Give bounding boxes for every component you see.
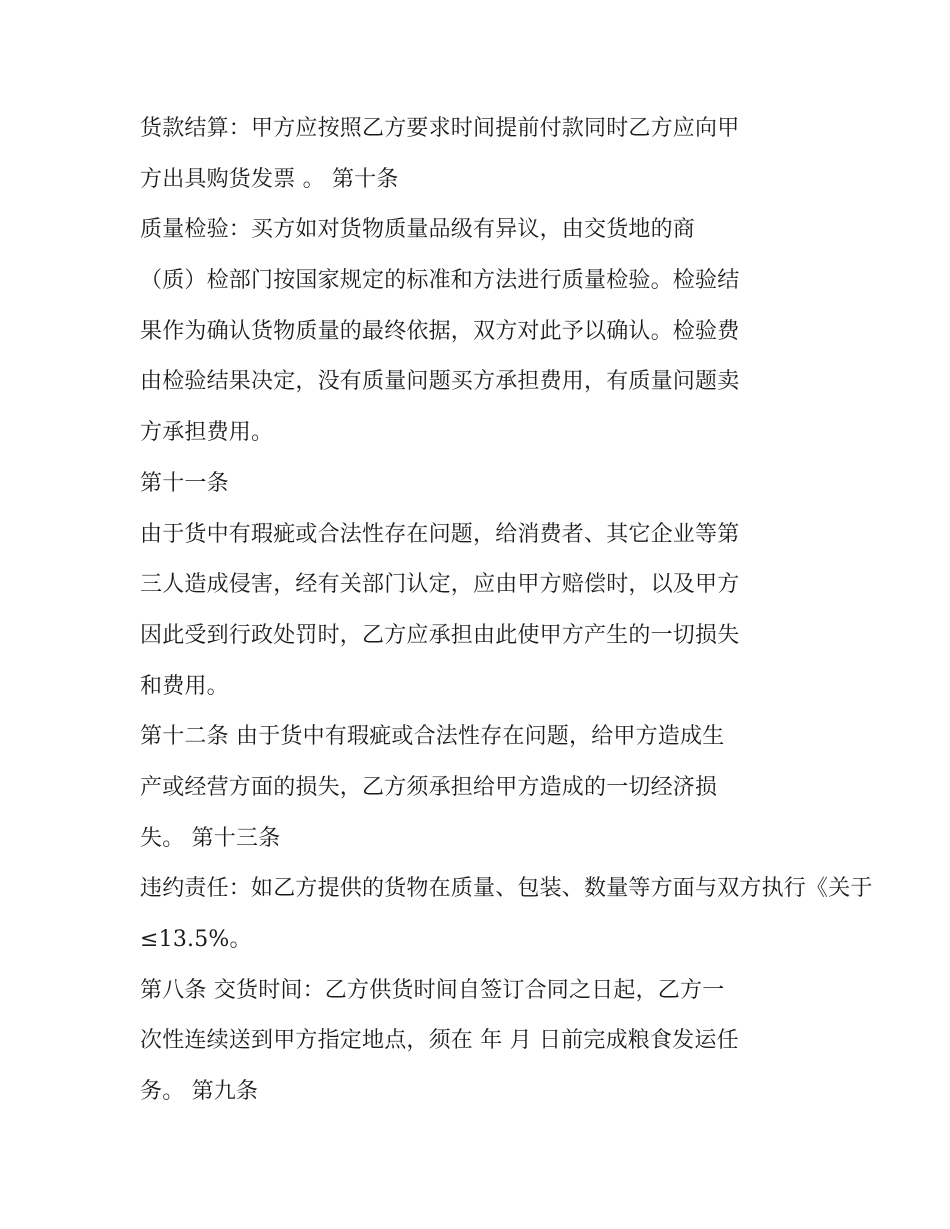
text-line: （质）检部门按国家规定的标准和方法进行质量检验。检验结 [140,268,740,294]
text-line: 务。 第九条 [140,1079,259,1105]
text-line: 方出具购货发票 。 第十条 [140,166,399,192]
text-line: 由检验结果决定，没有质量问题买方承担费用，有质量问题卖 [140,369,740,395]
text-line: 货款结算：甲方应按照乙方要求时间提前付款同时乙方应向甲 [140,116,740,141]
text-line: 违约责任：如乙方提供的货物在质量、包装、数量等方面与双方执行《关于 [140,876,873,902]
text-line: 产或经营方面的损失，乙方须承担给甲方造成的一切经济损 [140,774,718,800]
text-line: 次性连续送到甲方指定地点，须在 年 月 日前完成粮食发运任 [140,1028,739,1054]
text-line: 果作为确认货物质量的最终依据，双方对此予以确认。检验费 [140,318,740,344]
text-line: 失。 第十三条 [140,825,281,851]
text-line: 因此受到行政处罚时，乙方应承担由此使甲方产生的一切损失 [140,622,740,648]
document-body [140,104,950,1118]
text-line: 第十二条 由于货中有瑕疵或合法性存在问题，给甲方造成生 [140,724,725,750]
text-line: 质量检验：买方如对货物质量品级有异议，由交货地的商 [140,217,696,243]
text-line: 第八条 交货时间：乙方供货时间自签订合同之日起，乙方一 [140,977,725,1003]
text-line: 和费用。 [140,673,229,699]
text-line: 方承担费用。 [140,420,274,446]
text-line: 由于货中有瑕疵或合法性存在问题，给消费者、其它企业等第 [140,521,740,547]
article-heading: 第十一条 [140,470,229,496]
text-line: 三人造成侵害，经有关部门认定，应由甲方赔偿时，以及甲方 [140,572,740,598]
text-line: ≤13.5%。 [140,927,252,952]
